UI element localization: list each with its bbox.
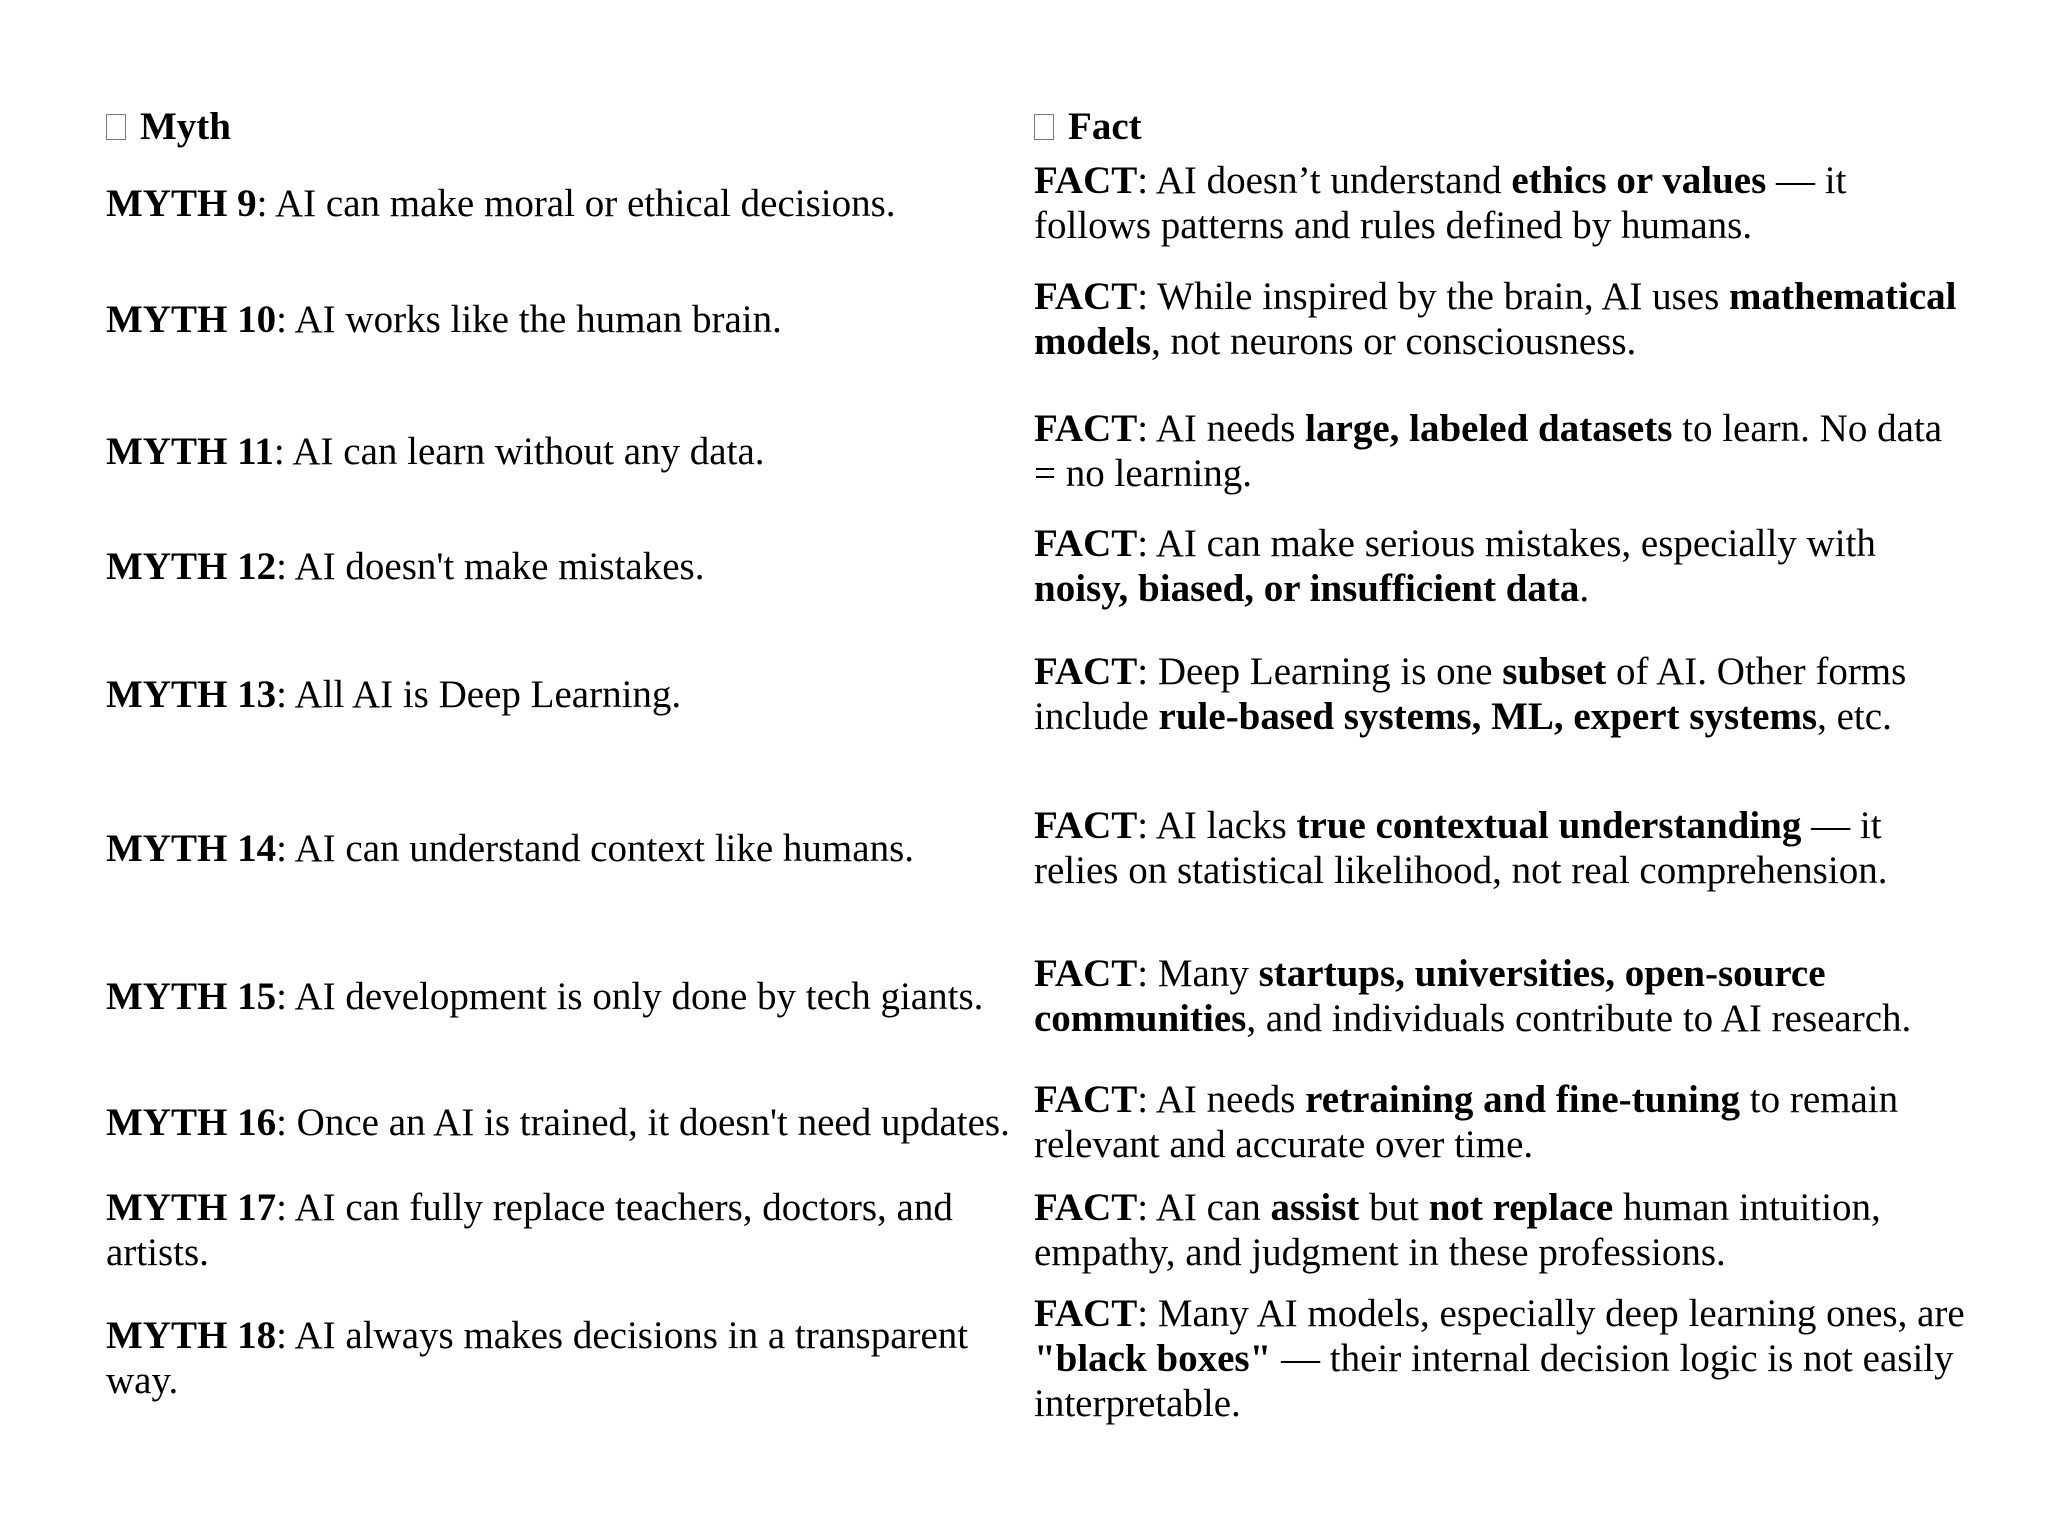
fact-emphasis: large, labeled datasets xyxy=(1305,407,1673,450)
fact-cell xyxy=(1034,154,1966,252)
fact-column-header xyxy=(1034,98,1966,154)
fact-text-segment: , not neurons or consciousness. xyxy=(1151,320,1637,363)
myth-header-label: Myth xyxy=(140,104,231,148)
fact-cell xyxy=(1034,616,1966,772)
fact-emphasis: not replace xyxy=(1428,1186,1614,1229)
fact-text xyxy=(1034,952,1911,1040)
fact-emphasis: rule-based systems, ML, expert systems xyxy=(1158,695,1818,738)
fact-text-segment: . xyxy=(1579,567,1590,610)
fact-text xyxy=(1034,1078,1898,1166)
myth-label: MYTH 14 xyxy=(106,826,277,870)
myth-cell xyxy=(106,616,1034,772)
fact-cell xyxy=(1034,1284,1966,1432)
fact-emphasis: retraining and fine-tuning xyxy=(1305,1078,1741,1121)
fact-text-segment: : Deep Learning is one xyxy=(1137,650,1503,693)
fact-text-segment: : AI can xyxy=(1137,1186,1271,1229)
table-body xyxy=(106,154,1966,1432)
myth-text: : AI can fully replace teachers, doctors, and artists. xyxy=(106,1186,953,1274)
myth-cell xyxy=(106,1176,1034,1284)
fact-cell xyxy=(1034,1176,1966,1284)
myth-cell xyxy=(106,386,1034,516)
fact-text-segment: : Many xyxy=(1137,952,1259,995)
fact-cell xyxy=(1034,386,1966,516)
fact-text-segment: : AI doesn’t understand xyxy=(1137,159,1512,202)
fact-text xyxy=(1034,159,1846,247)
fact-header-label: Fact xyxy=(1068,104,1142,148)
fact-text-segment: : AI needs xyxy=(1137,407,1306,450)
myth-text: : All AI is Deep Learning. xyxy=(276,672,682,716)
fact-text xyxy=(1034,1292,1965,1425)
fact-cell xyxy=(1034,1068,1966,1176)
table-header-row xyxy=(106,98,1966,154)
fact-text-segment: of AI. Other forms include xyxy=(1034,650,1907,738)
fact-label: FACT xyxy=(1034,650,1138,693)
myth-label: MYTH 13 xyxy=(106,672,277,716)
fact-text-segment: but xyxy=(1359,1186,1429,1229)
fact-text xyxy=(1034,1186,1881,1274)
fact-text-segment: : While inspired by the brain, AI uses xyxy=(1137,275,1730,318)
fact-text xyxy=(1034,275,1956,363)
fact-text-segment: to learn. No data = no learning. xyxy=(1034,407,1943,495)
fact-text-segment: : AI can make serious mistakes, especially with xyxy=(1137,522,1876,565)
fact-emphasis: startups, universities, open-source communities xyxy=(1034,952,1826,1040)
table-row xyxy=(106,1284,1966,1432)
placeholder-glyph-icon xyxy=(1034,114,1054,140)
table-row xyxy=(106,924,1966,1068)
fact-label: FACT xyxy=(1034,522,1138,565)
fact-label: FACT xyxy=(1034,1186,1138,1229)
table-row xyxy=(106,616,1966,772)
placeholder-glyph-icon xyxy=(106,114,126,140)
myth-label: MYTH 16 xyxy=(106,1100,277,1144)
myth-cell xyxy=(106,154,1034,252)
fact-text xyxy=(1034,804,1887,892)
myth-label: MYTH 18 xyxy=(106,1314,277,1357)
fact-label: FACT xyxy=(1034,159,1138,202)
myth-text: : AI can understand context like humans. xyxy=(276,826,914,870)
fact-text xyxy=(1034,522,1876,610)
table-row xyxy=(106,516,1966,616)
fact-emphasis: ethics or values xyxy=(1511,159,1767,202)
fact-emphasis: mathematical models xyxy=(1034,275,1957,363)
fact-emphasis: true contextual understanding xyxy=(1296,804,1802,847)
myth-text: : AI doesn't make mistakes. xyxy=(276,544,705,588)
fact-text xyxy=(1034,407,1942,495)
myth-label: MYTH 17 xyxy=(106,1186,277,1229)
myth-text: : AI works like the human brain. xyxy=(276,297,782,341)
fact-emphasis: assist xyxy=(1270,1186,1360,1229)
fact-text-segment: : AI lacks xyxy=(1137,804,1297,847)
fact-emphasis: subset xyxy=(1502,650,1607,693)
fact-text xyxy=(1034,650,1906,738)
fact-text-segment: — their internal decision logic is not easily interpretable. xyxy=(1034,1336,1954,1425)
myth-column-header xyxy=(106,98,1034,154)
myth-text: : Once an AI is trained, it doesn't need updates. xyxy=(276,1100,1010,1144)
fact-label: FACT xyxy=(1034,952,1138,995)
myth-cell xyxy=(106,772,1034,924)
fact-text-segment: : Many AI models, especially deep learning ones, are xyxy=(1137,1291,1965,1335)
myth-label: MYTH 9 xyxy=(106,181,257,225)
fact-label: FACT xyxy=(1034,804,1138,847)
table-row xyxy=(106,386,1966,516)
myth-label: MYTH 10 xyxy=(106,297,277,341)
fact-label: FACT xyxy=(1034,275,1138,318)
myth-label: MYTH 12 xyxy=(106,544,277,588)
table-row xyxy=(106,1068,1966,1176)
fact-cell xyxy=(1034,772,1966,924)
table-row xyxy=(106,1176,1966,1284)
fact-cell xyxy=(1034,516,1966,616)
fact-emphasis: "black boxes" xyxy=(1034,1336,1272,1380)
fact-text-segment: — it follows patterns and rules defined by humans. xyxy=(1034,159,1847,247)
myth-cell xyxy=(106,1284,1034,1432)
fact-label: FACT xyxy=(1034,1078,1138,1121)
myth-text: : AI can make moral or ethical decisions. xyxy=(256,181,896,225)
table-row xyxy=(106,252,1966,386)
fact-label: FACT xyxy=(1034,407,1138,450)
myth-cell xyxy=(106,924,1034,1068)
fact-text-segment: , and individuals contribute to AI research. xyxy=(1246,997,1912,1040)
myth-fact-table xyxy=(106,98,1966,1432)
fact-text-segment: to remain relevant and accurate over time. xyxy=(1034,1078,1899,1166)
fact-cell xyxy=(1034,252,1966,386)
myth-text: : AI development is only done by tech giants. xyxy=(276,974,984,1018)
myth-text: : AI can learn without any data. xyxy=(273,429,765,473)
fact-text-segment: — it relies on statistical likelihood, not real comprehension. xyxy=(1034,804,1888,892)
myth-cell xyxy=(106,252,1034,386)
fact-text-segment: , etc. xyxy=(1817,695,1892,738)
fact-text-segment: : AI needs xyxy=(1137,1078,1306,1121)
fact-label: FACT xyxy=(1034,1291,1138,1335)
myth-label: MYTH 15 xyxy=(106,974,277,1018)
fact-text-segment: human intuition, empathy, and judgment in these professions. xyxy=(1034,1186,1881,1274)
myth-cell xyxy=(106,1068,1034,1176)
myth-text: : AI always makes decisions in a transparent way. xyxy=(106,1314,969,1402)
fact-cell xyxy=(1034,924,1966,1068)
myth-cell xyxy=(106,516,1034,616)
myth-label: MYTH 11 xyxy=(106,429,274,473)
table-row xyxy=(106,772,1966,924)
fact-emphasis: noisy, biased, or insufficient data xyxy=(1034,567,1580,610)
table-row xyxy=(106,154,1966,252)
